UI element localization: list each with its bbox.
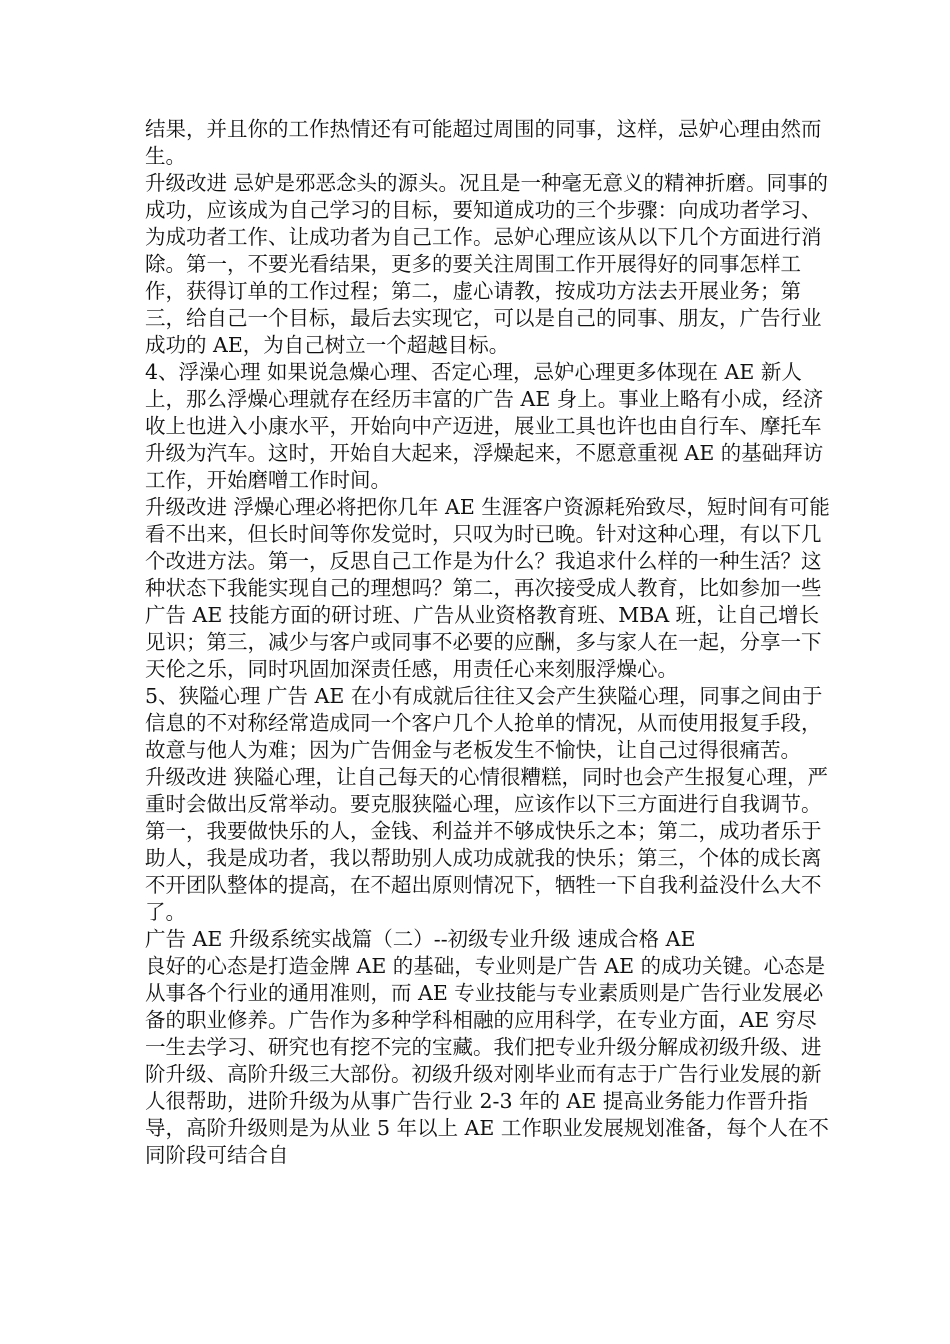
paragraph-jealousy-intro: 结果，并且你的工作热情还有可能超过周围的同事，这样，忌妒心理由然而生。 [145, 117, 822, 168]
section-heading: 广告 AE 升级系统实战篇（二）--初级专业升级 速成合格 AE [145, 927, 696, 951]
paragraph-jealousy-improvement: 升级改进 忌妒是邪恶念头的源头。况且是一种毫无意义的精神折磨。同事的成功，应该成为自己学习的目标，要知道成功的三个步骤：向成功者学习、为成功者工作、让成功者为自己工作。忌妒心理应该从以下几个方面进行消除。第一，不要光看结果，更多的要关注周围工作开展得好的同事怎样工作，获得订单的工作过程；第二，虚心请教，按成功方法去开展业务；第三，给自己一个目标，最后去实现它，可以是自己的同事、朋友，广告行业成功的 AE，为自己树立一个超越目标。 [145, 171, 829, 357]
paragraph-narrow-mindset: 5、狭隘心理 广告 AE 在小有成就后往往又会产生狭隘心理，同事之间由于信息的不对称经常造成同一个客户几个人抢单的情况，从而使用报复手段，故意与他人为难；因为广告佣金与老板发生不愉快，让自己过得很痛苦。 [145, 684, 823, 762]
paragraph-professional-upgrade: 良好的心态是打造金牌 AE 的基础，专业则是广告 AE 的成功关键。心态是从事各个行业的通用准则，而 AE 专业技能与专业素质则是广告行业发展必备的职业修养。广告作为多种学科相融的应用科学，在专业方面，AE 穷尽一生去学习、研究也有挖不完的宝藏。我们把专业升级分解成初级升级、进阶升级、高阶升级三大部份。初级升级对刚毕业而有志于广告行业发展的新人很帮助，进阶升级为从事广告行业 2-3 年的 AE 提高业务能力作晋升指导，高阶升级则是为从业 5 年以上 AE 工作职业发展规划准备，每个人在不同阶段可结合自 [145, 954, 829, 1167]
paragraph-narrow-improvement: 升级改进 狭隘心理，让自己每天的心情很糟糕，同时也会产生报复心理，严重时会做出反常举动。要克服狭隘心理，应该作以下三方面进行自我调节。第一，我要做快乐的人，金钱、利益并不够成快乐之本；第二，成功者乐于助人，我是成功者，我以帮助别人成功成就我的快乐；第三，个体的成长离不开团队整体的提高，在不超出原则情况下，牺牲一下自我利益没什么大不了。 [145, 765, 829, 924]
document-body [145, 116, 835, 1169]
paragraph-impetuous-improvement: 升级改进 浮燥心理必将把你几年 AE 生涯客户资源耗殆致尽，短时间有可能看不出来，但长时间等你发觉时，只叹为时已晚。针对这种心理，有以下几个改进方法。第一，反思自己工作是为什么？我追求什么样的一种生活？这种状态下我能实现自己的理想吗？第二，再次接受成人教育，比如参加一些广告 AE 技能方面的研讨班、广告从业资格教育班、MBA 班，让自己增长见识；第三，减少与客户或同事不必要的应酬，多与家人在一起，分享一下天伦之乐，同时巩固加深责任感，用责任心来刻服浮燥心。 [145, 495, 830, 681]
paragraph-impetuous-mindset: 4、浮澡心理 如果说急燥心理、否定心理，忌妒心理更多体现在 AE 新人上，那么浮燥心理就存在经历丰富的广告 AE 身上。事业上略有小成，经济收上也进入小康水平，开始向中产迈进，展业工具也许也由自行车、摩托车升级为汽车。这时，开始自大起来，浮燥起来，不愿意重视 AE 的基础拜访工作，开始磨噌工作时间。 [145, 360, 824, 492]
